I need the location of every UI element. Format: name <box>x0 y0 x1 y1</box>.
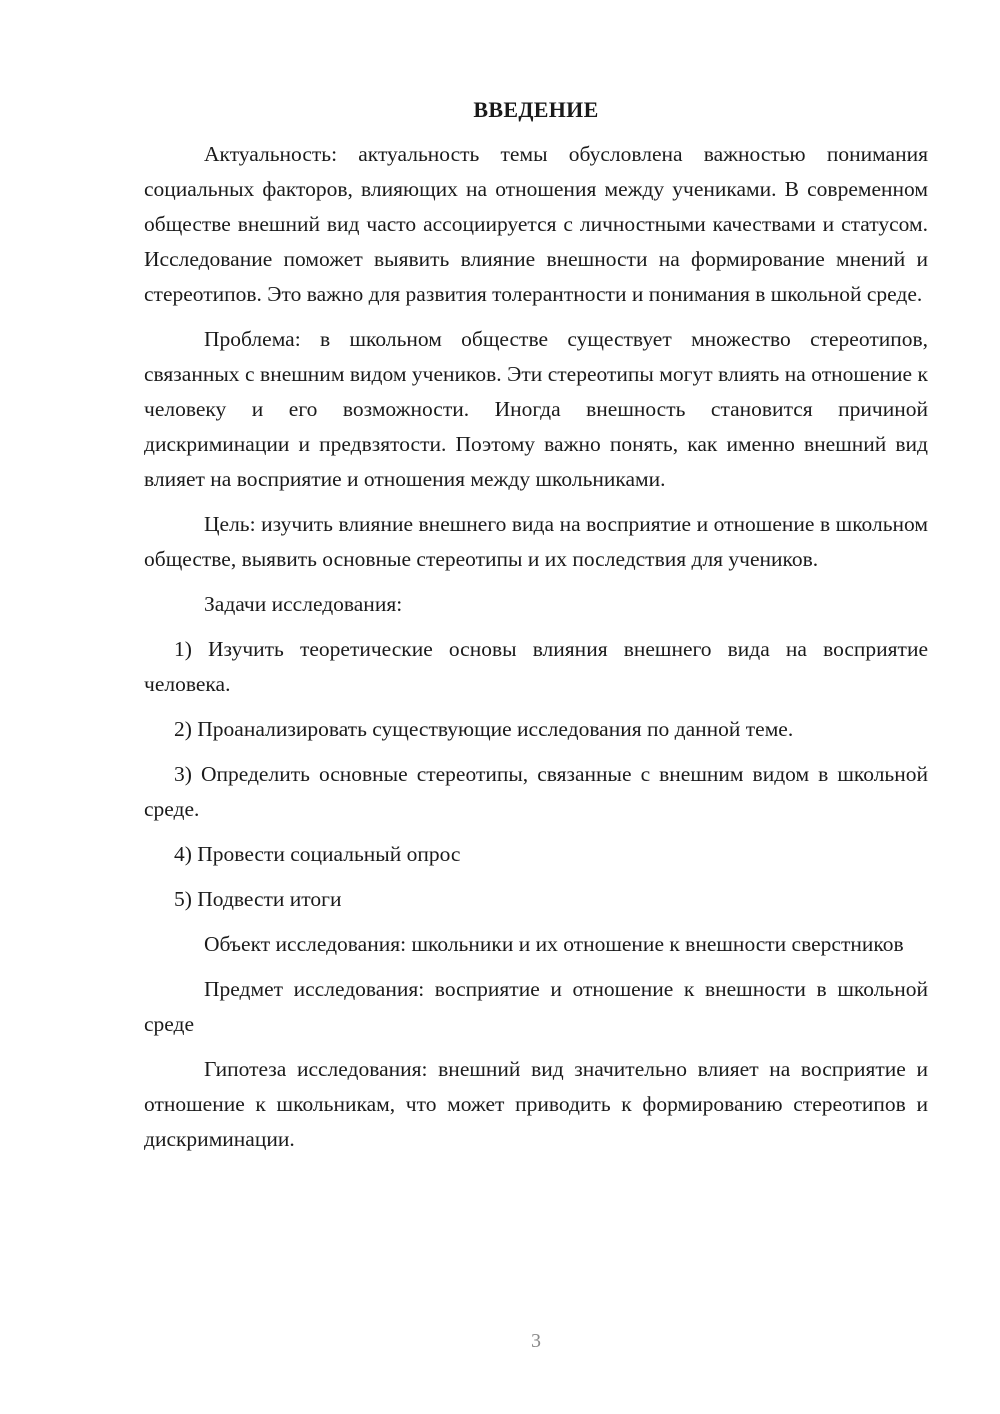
paragraph-tasks-heading: Задачи исследования: <box>204 592 403 616</box>
document-page <box>144 92 928 1167</box>
paragraph-problem: Проблема: в школьном обществе существует множество стереотипов, связанных с внешним видом учеников. Эти стереотипы могут влиять на отношение к человеку и его возможности. Иногда внешность становится причиной дискриминации и предвзятости. Поэтому важно понять, как именно внешний вид влияет на восприятие и отношения между школьниками. <box>144 327 928 491</box>
task-item: 3) Определить основные стереотипы, связанные с внешним видом в школьной среде. <box>144 762 928 821</box>
task-item: 4) Провести социальный опрос <box>174 842 461 866</box>
paragraph-subject: Предмет исследования: восприятие и отношение к внешности в школьной среде <box>144 977 928 1036</box>
section-title: ВВЕДЕНИЕ <box>473 97 599 122</box>
task-item: 2) Проанализировать существующие исследования по данной теме. <box>174 717 794 741</box>
paragraph-relevance: Актуальность: актуальность темы обусловлена важностью понимания социальных факторов, влияющих на отношения между учениками. В современном обществе внешний вид часто ассоциируется с личностными качествами и статусом. Исследование поможет выявить влияние внешности на формирование мнений и стереотипов. Это важно для развития толерантности и понимания в школьной среде. <box>144 142 928 306</box>
paragraph-object: Объект исследования: школьники и их отношение к внешности сверстников <box>204 932 904 956</box>
paragraph-hypothesis: Гипотеза исследования: внешний вид значительно влияет на восприятие и отношение к школьникам, что может приводить к формированию стереотипов и дискриминации. <box>144 1057 928 1151</box>
page-number: 3 <box>531 1330 541 1352</box>
task-item: 5) Подвести итоги <box>174 887 342 911</box>
paragraph-goal: Цель: изучить влияние внешнего вида на восприятие и отношение в школьном обществе, выявить основные стереотипы и их последствия для учеников. <box>144 512 928 571</box>
task-item: 1) Изучить теоретические основы влияния внешнего вида на восприятие человека. <box>144 637 928 696</box>
